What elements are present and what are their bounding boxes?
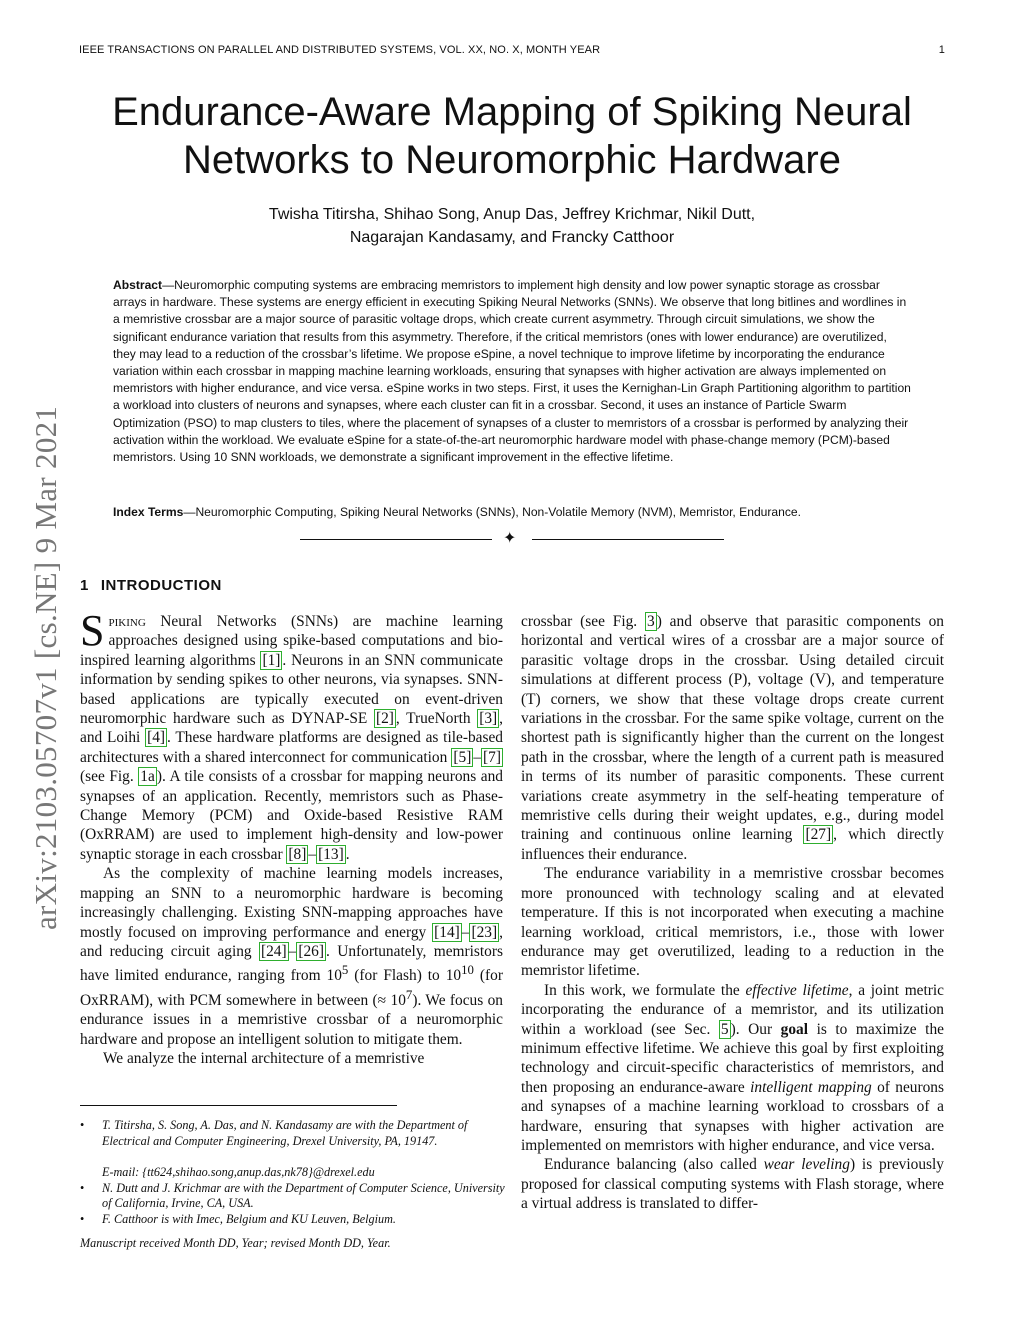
paper-title bbox=[60, 88, 964, 184]
footnote: • F. Catthoor is with Imec, Belgium and KU Leuven, Belgium. bbox=[80, 1211, 396, 1226]
abstract-label: Abstract bbox=[113, 278, 163, 292]
citation-link[interactable]: [1] bbox=[262, 651, 281, 669]
paragraph: In this work, we formulate the effective lifetime, a joint metric incorporating the endurance of a memristor, and its utilization within a workload (see Sec. 5 ). Our goal is to maximize the minimum effective lifetime. We achieve this goal by first exploiting technology and circuit-specific characteristics of memristors, and then proposing an endurance-aware intelligent mapping of neurons and synapses of a machine learning workload to crossbars of a hardware, ensuring that synapses with higher activation are implemented on memristors with higher endurance, and vice versa. bbox=[521, 981, 945, 1154]
paragraph: Spiking Neural Networks (SNNs) are machine learning approaches designed using spike-based computations and bio-inspired learning algorithms [1] . Neurons in an SNN communicate information by sending spikes to other neurons, via synapses. SNN-based applications are typically executed on event-driven neuromorphic hardware such as DYNAP-SE [2] , TrueNorth [3] , and Loihi [4] . These hardware platforms are designed as tile-based architectures with a shared interconnect for communication [5] – [7] (see Fig. 1a ). A tile consists of a crossbar for mapping neurons and synapses of an application. Recently, memristors such as Phase-Change Memory (PCM) and Oxide-based Resistive RAM (OxRRAM) are used to implement high-density and low-power synaptic storage in each crossbar [8] – [13] . bbox=[80, 606, 503, 863]
divider-line-left bbox=[300, 539, 492, 540]
divider-line-right bbox=[532, 539, 724, 540]
page-number: 1 bbox=[938, 44, 945, 56]
bullet-icon: • bbox=[80, 1180, 85, 1195]
section-heading-introduction bbox=[80, 577, 222, 594]
index-terms-text: —Neuromorphic Computing, Spiking Neural Networks (SNNs), Non-Volatile Memory (NVM), Memristor, Endurance. bbox=[183, 505, 802, 519]
footnote-rule bbox=[80, 1105, 397, 1106]
footnote: • N. Dutt and J. Krichmar are with the Department of Computer Science, University of California, Irvine, CA, USA. bbox=[80, 1180, 505, 1211]
citation-link[interactable]: [23] bbox=[471, 923, 498, 941]
index-terms-label: Index Terms bbox=[113, 505, 184, 519]
title-line-1: Endurance-Aware Mapping of Spiking Neural bbox=[112, 90, 912, 134]
paragraph: Endurance balancing (also called wear leveling) is previously proposed for classical computing systems with Flash storage, where a virtual address is translated to differ- bbox=[521, 1156, 944, 1213]
authors-line-1: Twisha Titirsha, Shihao Song, Anup Das, Jeffrey Krichmar, Nikil Dutt, bbox=[268, 206, 756, 223]
index-terms bbox=[113, 504, 911, 521]
arxiv-identifier: arXiv:2103.05707v1 [cs.NE] 9 Mar 2021 bbox=[28, 405, 63, 930]
drop-cap: S bbox=[80, 606, 105, 655]
author-list bbox=[60, 203, 964, 249]
section-number: 1 bbox=[80, 577, 89, 594]
citation-link[interactable]: [2] bbox=[375, 710, 394, 728]
footnotes bbox=[80, 1118, 510, 1251]
paragraph: As the complexity of machine learning models increases, mapping an SNN to a neuromorphic hardware is becoming increasingly challenging. Existing SNN-mapping approaches have mostly focused on improving performance and energy [14] – [23] , and reducing circuit aging [24] – [26] . Unfortunately, memristors have limited endurance, ranging from $10^5$ (for Flash) to $10^{10}$ (for OxRRAM), with PCM somewhere in between (≈ $10^7$). We focus on endurance issues in a memristive crossbar of a neuromorphic hardware and propose an intelligent solution to mitigate them. bbox=[80, 865, 503, 1048]
running-header bbox=[79, 44, 945, 56]
divider-diamond-icon: ✦ bbox=[503, 530, 517, 547]
section-divider bbox=[300, 530, 724, 550]
title-line-2: Networks to Neuromorphic Hardware bbox=[182, 138, 841, 182]
citation-link[interactable]: [27] bbox=[805, 826, 832, 844]
left-column bbox=[80, 606, 503, 1069]
authors-line-2: Nagarajan Kandasamy, and Francky Catthoor bbox=[349, 229, 675, 246]
footnote-email: E-mail: {tt624,shihao.song,anup.das,nk78}@drexel.edu bbox=[102, 1165, 375, 1180]
citation-link[interactable]: [4] bbox=[147, 729, 166, 747]
paragraph: crossbar (see Fig. 3 ) and observe that parasitic components on horizontal and vertical wires of a crossbar are a major source of parasitic voltage drops in the crossbar. Using detailed circuit simulations at different process (P), voltage (V), and temperature (T) corners, we show that these voltage drops create current variations in the crossbar. For the same spike voltage, current on the shortest path is significantly higher than the current on the longest path in the crossbar, where the length of a current path is measured in terms of its number of parasitic components. These current variations create asymmetry in the self-heating temperature of memristive cells during their weight updates, e.g., during model training and continuous online learning [27] , which directly influences their endurance. bbox=[521, 613, 944, 863]
citation-link[interactable]: [24] bbox=[260, 942, 287, 960]
section-title-initial: I bbox=[100, 577, 106, 594]
paragraph: The endurance variability in a memristive crossbar becomes more pronounced with technology scaling and at elevated temperature. If this is not incorporated when executing a machine learning workload, critical memristors, i.e., those with lower endurance may get overutilized, leading to a reduction in the memristor lifetime. bbox=[521, 865, 944, 980]
citation-link[interactable]: [3] bbox=[479, 710, 498, 728]
footnote: • T. Titirsha, S. Song, A. Das, and N. Kandasamy are with the Department of Electrical and Computer Engineering, Drexel University, PA, 19147. bbox=[80, 1118, 468, 1148]
journal-name: IEEE TRANSACTIONS ON PARALLEL AND DISTRIBUTED SYSTEMS, VOL. XX, NO. X, MONTH YEAR bbox=[79, 44, 601, 56]
right-column bbox=[521, 612, 944, 1214]
citation-link[interactable]: [14] bbox=[434, 923, 460, 941]
paragraph: We analyze the internal architecture of a memristive bbox=[103, 1050, 425, 1068]
section-link[interactable]: 5 bbox=[720, 1020, 729, 1038]
manuscript-note: Manuscript received Month DD, Year; revised Month DD, Year. bbox=[80, 1235, 391, 1250]
figure-link[interactable]: 3 bbox=[647, 613, 655, 630]
citation-link[interactable]: [7] bbox=[483, 748, 501, 766]
citation-link[interactable]: [13] bbox=[318, 845, 344, 863]
abstract-text: —Neuromorphic computing systems are embracing memristors to implement high density and low power synaptic storage as crossbar arrays in hardware. These systems are energy efficient in executing Spiking Neural Networks (SNNs). We observe that long bitlines and wordlines in a memristive crossbar are a major source of parasitic voltage drops, which create current asymmetry. Through circuit simulations, we show the significant endurance variation that results from this asymmetry. Therefore, if the critical memristors (ones with lower endurance) are overutilized, they may lead to a reduction of the crossbar’s lifetime. We propose eSpine, a novel technique to improve lifetime by incorporating the endurance variation within each crossbar in mapping machine learning workloads, ensuring that synapses with higher activation are always implemented on memristors with higher endurance, and vice versa. eSpine works in two steps. First, it uses the Kernighan-Lin Graph Partitioning algorithm to partition a workload into clusters of neurons and synapses, where each cluster can fit in a crossbar. Second, it uses an instance of Particle Swarm Optimization (PSO) to map clusters to tiles, where the placement of synapses of a cluster to memristors of a crossbar is performed by analyzing their activation within the workload. We evaluate eSpine for a state-of-the-art neuromorphic hardware model with phase-change memory (PCM)-based memristors. Using 10 SNN workloads, we demonstrate a significant improvement in the effective lifetime. bbox=[113, 278, 911, 465]
bullet-icon: • bbox=[80, 1118, 85, 1132]
abstract bbox=[113, 277, 911, 466]
bullet-icon: • bbox=[80, 1211, 85, 1226]
citation-link[interactable]: [5] bbox=[453, 748, 472, 766]
citation-link[interactable]: [26] bbox=[298, 942, 324, 960]
citation-link[interactable]: [8] bbox=[288, 845, 307, 863]
figure-link[interactable]: 1a bbox=[140, 768, 155, 786]
section-title-rest: NTRODUCTION bbox=[105, 577, 222, 594]
